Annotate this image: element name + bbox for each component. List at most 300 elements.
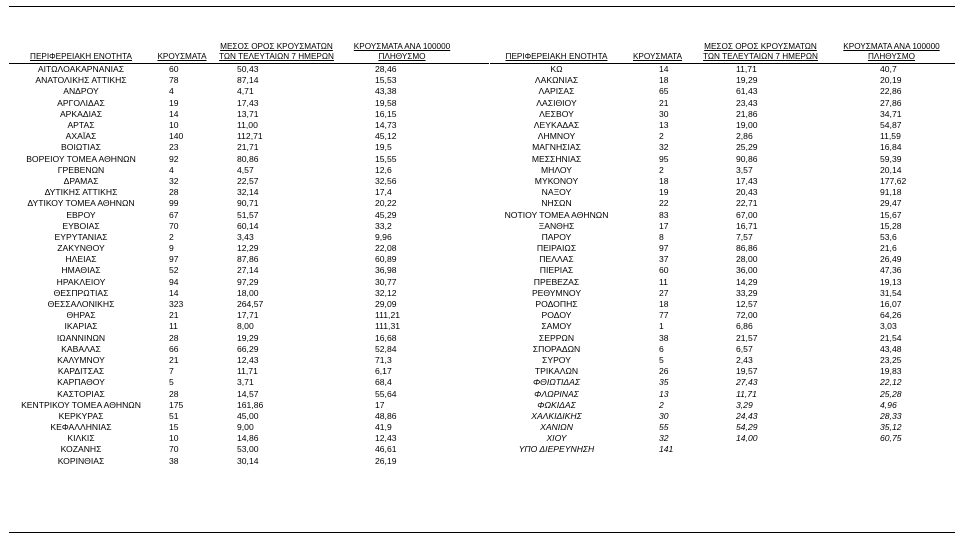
table-row (9, 310, 489, 321)
avg7-cell: 14,00 (736, 433, 758, 444)
table-row (490, 232, 955, 243)
cases-cell: 22 (659, 198, 669, 209)
region-cell: ΑΙΤΩΛΟΑΚΑΡΝΑΝΙΑΣ (37, 64, 125, 75)
cases-cell: 141 (659, 444, 674, 455)
cases-cell: 32 (169, 175, 179, 186)
per100k-cell: 60,89 (375, 254, 397, 265)
avg7-cell: 36,00 (736, 265, 758, 276)
table-row (9, 154, 489, 165)
avg7-cell: 19,57 (736, 366, 758, 377)
region-cell: ΒΟΙΩΤΙΑΣ (61, 142, 101, 153)
avg7-cell: 264,57 (237, 299, 264, 310)
cases-cell: 94 (169, 276, 179, 287)
cases-cell: 28 (169, 332, 179, 343)
region-cell: ΥΠΟ ΔΙΕΡΕΥΝΗΣΗ (518, 444, 595, 455)
avg7-cell: 11,71 (237, 366, 258, 377)
per100k-cell: 32,56 (375, 175, 397, 186)
region-cell: ΛΕΥΚΑΔΑΣ (533, 120, 580, 131)
region-cell: ΡΟΔΟΥ (541, 310, 572, 321)
region-cell: ΞΑΝΘΗΣ (538, 220, 575, 231)
table-row (490, 109, 955, 120)
region-cell: ΡΕΘΥΜΝΟΥ (531, 287, 582, 298)
cases-cell: 14 (169, 287, 179, 298)
table-row (490, 176, 955, 187)
per100k-cell: 43,38 (375, 86, 397, 97)
cases-cell: 66 (169, 343, 179, 354)
region-cell: ΗΜΑΘΙΑΣ (61, 265, 101, 276)
avg7-cell: 14,29 (736, 276, 758, 287)
region-cell: ΜΥΚΟΝΟΥ (534, 175, 579, 186)
avg7-cell: 22,71 (736, 198, 758, 209)
region-cell: ΚΕΝΤΡΙΚΟΥ ΤΟΜΕΑ ΑΘΗΝΩΝ (21, 399, 141, 410)
region-cell: ΘΕΣΣΑΛΟΝΙΚΗΣ (47, 299, 115, 310)
cases-cell: 140 (169, 131, 184, 142)
cases-cell: 18 (659, 299, 669, 310)
per100k-cell: 53,6 (880, 231, 897, 242)
avg7-cell: 22,57 (237, 175, 259, 186)
cases-cell: 175 (169, 399, 184, 410)
cases-cell: 67 (169, 209, 179, 220)
cases-cell: 19 (169, 97, 179, 108)
table-row (490, 400, 955, 411)
region-cell: ΑΧΑΪΑΣ (65, 131, 97, 142)
table-row (490, 321, 955, 332)
avg7-cell: 3,57 (736, 164, 753, 175)
per100k-cell: 30,77 (375, 276, 397, 287)
per100k-cell: 19,58 (375, 97, 397, 108)
region-cell: ΚΑΣΤΟΡΙΑΣ (57, 388, 105, 399)
table-row (490, 64, 955, 75)
cases-cell: 10 (169, 433, 179, 444)
table-row (9, 176, 489, 187)
table-row (490, 254, 955, 265)
per100k-cell: 48,86 (375, 410, 397, 421)
region-cell: ΘΗΡΑΣ (66, 310, 96, 321)
table-row (490, 344, 955, 355)
region-cell: ΕΥΒΟΙΑΣ (62, 220, 100, 231)
table-row (490, 209, 955, 220)
per100k-cell: 14,73 (375, 120, 397, 131)
avg7-cell: 161,86 (237, 399, 264, 410)
per100k-cell: 19,5 (375, 142, 392, 153)
right-table-body (490, 64, 955, 456)
per100k-cell: 64,26 (880, 310, 902, 321)
per100k-cell: 6,17 (375, 366, 392, 377)
per100k-cell: 4,96 (880, 399, 897, 410)
per100k-cell: 3,03 (880, 321, 897, 332)
cases-cell: 28 (169, 187, 179, 198)
cases-cell: 21 (169, 354, 179, 365)
per100k-cell: 22,86 (880, 86, 902, 97)
cases-cell: 18 (659, 175, 669, 186)
table-row (9, 444, 489, 455)
avg7-cell: 28,00 (736, 254, 758, 265)
cases-cell: 32 (659, 142, 669, 153)
table-row (9, 377, 489, 388)
region-cell: ΣΥΡΟΥ (542, 354, 571, 365)
cases-cell: 2 (659, 131, 664, 142)
per100k-cell: 55,64 (375, 388, 397, 399)
avg7-cell: 23,43 (736, 97, 758, 108)
table-row (9, 344, 489, 355)
cases-cell: 30 (659, 410, 669, 421)
region-cell: ΘΕΣΠΡΩΤΙΑΣ (53, 287, 109, 298)
table-row (490, 165, 955, 176)
avg7-cell: 66,29 (237, 343, 259, 354)
table-row (9, 232, 489, 243)
cases-cell: 4 (169, 164, 174, 175)
table-row (9, 366, 489, 377)
table-row (9, 333, 489, 344)
cases-cell: 77 (659, 310, 669, 321)
avg7-cell: 60,14 (237, 220, 259, 231)
region-cell: ΜΗΛΟΥ (540, 164, 573, 175)
cases-cell: 2 (659, 399, 664, 410)
region-cell: ΤΡΙΚΑΛΩΝ (534, 366, 579, 377)
table-row (9, 388, 489, 399)
avg7-cell: 19,00 (736, 120, 758, 131)
per100k-cell: 22,12 (880, 377, 902, 388)
region-cell: ΣΑΜΟΥ (541, 321, 572, 332)
table-row (9, 131, 489, 142)
cases-cell: 52 (169, 265, 179, 276)
table-row (490, 243, 955, 254)
region-cell: ΦΩΚΙΔΑΣ (537, 399, 576, 410)
region-cell: ΑΡΚΑΔΙΑΣ (59, 108, 103, 119)
region-cell: ΠΡΕΒΕΖΑΣ (533, 276, 580, 287)
table-row (9, 221, 489, 232)
region-cell: ΚΑΒΑΛΑΣ (61, 343, 101, 354)
region-cell: ΚΩ (550, 64, 563, 75)
avg7-cell: 97,29 (237, 276, 259, 287)
per100k-cell: 34,71 (880, 108, 902, 119)
avg7-cell: 14,86 (237, 433, 259, 444)
table-row (9, 422, 489, 433)
cases-cell: 13 (659, 120, 669, 131)
region-cell: ΠΕΙΡΑΙΩΣ (536, 243, 577, 254)
region-cell: ΦΛΩΡΙΝΑΣ (534, 388, 579, 399)
cases-cell: 78 (169, 75, 179, 86)
avg7-cell: 25,29 (736, 142, 758, 153)
per100k-cell: 111,31 (375, 321, 401, 332)
region-cell: ΒΟΡΕΙΟΥ ΤΟΜΕΑ ΑΘΗΝΩΝ (26, 153, 136, 164)
table-row (9, 433, 489, 444)
per100k-cell: 29,09 (375, 299, 397, 310)
region-cell: ΚΑΛΥΜΝΟΥ (57, 354, 105, 365)
cases-cell: 35 (659, 377, 669, 388)
per100k-cell: 29,47 (880, 198, 902, 209)
table-row (9, 165, 489, 176)
table-row (490, 333, 955, 344)
region-cell: ΦΘΙΩΤΙΔΑΣ (532, 377, 581, 388)
header-avg7: ΜΕΣΟΣ ΟΡΟΣ ΚΡΟΥΣΜΑΤΩΝ ΤΩΝ ΤΕΛΕΥΤΑΙΩΝ 7 ΗΜΕΡΩΝ (219, 42, 334, 61)
per100k-cell: 11,59 (880, 131, 901, 142)
cases-cell: 14 (169, 108, 179, 119)
avg7-cell: 6,86 (736, 321, 753, 332)
cases-cell: 97 (659, 243, 669, 254)
region-cell: ΔΥΤΙΚΟΥ ΤΟΜΕΑ ΑΘΗΝΩΝ (27, 198, 135, 209)
per100k-cell: 26,19 (375, 455, 397, 466)
header-region: ΠΕΡΙΦΕΡΕΙΑΚΗ ΕΝΟΤΗΤΑ (30, 52, 132, 61)
table-row (490, 265, 955, 276)
cases-cell: 17 (659, 220, 669, 231)
cases-cell: 7 (169, 366, 174, 377)
table-row (9, 209, 489, 220)
table-row (490, 422, 955, 433)
region-cell: ΚΕΡΚΥΡΑΣ (58, 410, 104, 421)
region-cell: ΧΑΝΙΩΝ (540, 422, 573, 433)
table-row (490, 411, 955, 422)
right-table (490, 27, 955, 522)
cases-cell: 60 (659, 265, 669, 276)
avg7-cell: 7,57 (736, 231, 753, 242)
header-per100k: ΚΡΟΥΣΜΑΤΑ ΑΝΑ 100000 ΠΛΗΘΥΣΜΟ (353, 42, 451, 61)
avg7-cell: 112,71 (237, 131, 263, 142)
per100k-cell: 177,62 (880, 175, 907, 186)
cases-cell: 38 (169, 455, 179, 466)
avg7-cell: 2,86 (736, 131, 753, 142)
per100k-cell: 46,61 (375, 444, 397, 455)
header-region: ΠΕΡΙΦΕΡΕΙΑΚΗ ΕΝΟΤΗΤΑ (505, 52, 608, 61)
per100k-cell: 17 (375, 399, 385, 410)
avg7-cell: 19,29 (237, 332, 259, 343)
table-row (9, 299, 489, 310)
left-table-body (9, 64, 489, 467)
cases-cell: 11 (659, 276, 668, 287)
per100k-cell: 40,7 (880, 64, 897, 75)
region-cell: ΔΡΑΜΑΣ (63, 175, 99, 186)
per100k-cell: 22,08 (375, 243, 397, 254)
avg7-cell: 11,71 (736, 64, 757, 75)
per100k-cell: 16,68 (375, 332, 397, 343)
avg7-cell: 80,86 (237, 153, 259, 164)
per100k-cell: 111,21 (375, 310, 401, 321)
region-cell: ΛΑΚΩΝΙΑΣ (534, 75, 579, 86)
table-row (490, 299, 955, 310)
region-cell: ΧΙΟΥ (546, 433, 567, 444)
avg7-cell: 4,57 (237, 164, 254, 175)
cases-cell: 323 (169, 299, 184, 310)
region-cell: ΚΟΡΙΝΘΙΑΣ (57, 455, 105, 466)
cases-cell: 9 (169, 243, 174, 254)
cases-cell: 38 (659, 332, 669, 343)
table-row (9, 321, 489, 332)
avg7-cell: 32,14 (237, 187, 259, 198)
avg7-cell: 2,43 (736, 354, 753, 365)
avg7-cell: 90,86 (736, 153, 758, 164)
avg7-cell: 14,57 (237, 388, 259, 399)
per100k-cell: 26,49 (880, 254, 902, 265)
table-row (9, 400, 489, 411)
region-cell: ΔΥΤΙΚΗΣ ΑΤΤΙΚΗΣ (44, 187, 118, 198)
right-table-header (490, 27, 955, 64)
avg7-cell: 87,86 (237, 254, 259, 265)
table-row (490, 131, 955, 142)
avg7-cell: 87,14 (237, 75, 259, 86)
table-row (490, 310, 955, 321)
avg7-cell: 17,43 (736, 175, 758, 186)
per100k-cell: 16,84 (880, 142, 902, 153)
per100k-cell: 12,43 (375, 433, 397, 444)
table-row (9, 187, 489, 198)
cases-cell: 70 (169, 444, 179, 455)
cases-cell: 5 (169, 377, 174, 388)
table-row (9, 265, 489, 276)
per100k-cell: 15,53 (375, 75, 397, 86)
cases-cell: 60 (169, 64, 179, 75)
table-row (490, 187, 955, 198)
avg7-cell: 90,71 (237, 198, 259, 209)
per100k-cell: 36,98 (375, 265, 397, 276)
per100k-cell: 21,6 (880, 243, 897, 254)
per100k-cell: 15,55 (375, 153, 397, 164)
cases-cell: 51 (169, 410, 179, 421)
avg7-cell: 24,43 (736, 410, 758, 421)
avg7-cell: 11,00 (237, 120, 258, 131)
avg7-cell: 61,43 (736, 86, 758, 97)
per100k-cell: 19,13 (880, 276, 902, 287)
region-cell: ΑΡΤΑΣ (67, 120, 95, 131)
cases-cell: 6 (659, 343, 664, 354)
left-table (9, 27, 489, 522)
cases-cell: 37 (659, 254, 669, 265)
table-row (490, 221, 955, 232)
cases-cell: 13 (659, 388, 669, 399)
avg7-cell: 54,29 (736, 422, 758, 433)
region-cell: ΑΡΓΟΛΙΔΑΣ (57, 97, 105, 108)
table-row (9, 109, 489, 120)
avg7-cell: 20,43 (736, 187, 758, 198)
region-cell: ΚΑΡΔΙΤΣΑΣ (57, 366, 105, 377)
avg7-cell: 53,00 (237, 444, 259, 455)
per100k-cell: 60,75 (880, 433, 902, 444)
cases-cell: 21 (659, 97, 669, 108)
avg7-cell: 67,00 (736, 209, 758, 220)
region-cell: ΚΙΛΚΙΣ (67, 433, 95, 444)
per100k-cell: 54,87 (880, 120, 902, 131)
region-cell: ΕΥΡΥΤΑΝΙΑΣ (54, 231, 108, 242)
cases-cell: 2 (169, 231, 174, 242)
per100k-cell: 15,28 (880, 220, 902, 231)
region-cell: ΛΑΣΙΘΙΟΥ (536, 97, 577, 108)
table-row (490, 86, 955, 97)
per100k-cell: 43,48 (880, 343, 902, 354)
avg7-cell: 11,71 (736, 388, 757, 399)
per100k-cell: 32,12 (375, 287, 397, 298)
table-row (490, 444, 955, 455)
cases-cell: 65 (659, 86, 669, 97)
table-row (9, 198, 489, 209)
cases-cell: 70 (169, 220, 179, 231)
table-row (9, 456, 489, 467)
region-cell: ΙΩΑΝΝΙΝΩΝ (56, 332, 106, 343)
avg7-cell: 86,86 (736, 243, 758, 254)
cases-cell: 10 (169, 120, 179, 131)
table-row (9, 411, 489, 422)
table-row (490, 198, 955, 209)
avg7-cell: 21,71 (237, 142, 259, 153)
per100k-cell: 41,9 (375, 422, 392, 433)
cases-cell: 1 (659, 321, 664, 332)
cases-cell: 15 (169, 422, 179, 433)
per100k-cell: 12,6 (375, 164, 392, 175)
per100k-cell: 28,33 (880, 410, 902, 421)
table-row (9, 142, 489, 153)
avg7-cell: 12,43 (237, 354, 259, 365)
per100k-cell: 31,54 (880, 287, 902, 298)
avg7-cell: 6,57 (736, 343, 753, 354)
avg7-cell: 21,86 (736, 108, 758, 119)
region-cell: ΝΗΣΩΝ (541, 198, 572, 209)
cases-cell: 8 (659, 231, 664, 242)
table-row (9, 355, 489, 366)
region-cell: ΠΑΡΟΥ (541, 231, 572, 242)
cases-cell: 18 (659, 75, 669, 86)
header-per100k: ΚΡΟΥΣΜΑΤΑ ΑΝΑ 100000 ΠΛΗΘΥΣΜΟ (843, 42, 940, 61)
avg7-cell: 50,43 (237, 64, 259, 75)
cases-cell: 11 (169, 321, 178, 332)
region-cell: ΣΕΡΡΩΝ (538, 332, 575, 343)
per100k-cell: 45,29 (375, 209, 397, 220)
per100k-cell: 16,07 (880, 299, 902, 310)
region-cell: ΜΑΓΝΗΣΙΑΣ (532, 142, 581, 153)
left-table-header (9, 27, 489, 64)
cases-cell: 83 (659, 209, 669, 220)
per100k-cell: 20,19 (880, 75, 902, 86)
top-rule (9, 6, 955, 7)
region-cell: ΑΝΔΡΟΥ (63, 86, 99, 97)
cases-cell: 28 (169, 388, 179, 399)
table-row (490, 120, 955, 131)
avg7-cell: 51,57 (237, 209, 259, 220)
cases-cell: 4 (169, 86, 174, 97)
per100k-cell: 21,54 (880, 332, 902, 343)
avg7-cell: 33,29 (736, 287, 758, 298)
per100k-cell: 16,15 (375, 108, 397, 119)
per100k-cell: 91,18 (880, 187, 902, 198)
table-row (9, 243, 489, 254)
per100k-cell: 33,2 (375, 220, 392, 231)
cases-cell: 27 (659, 287, 669, 298)
avg7-cell: 16,71 (736, 220, 758, 231)
region-cell: ΙΚΑΡΙΑΣ (64, 321, 98, 332)
region-cell: ΗΛΕΙΑΣ (65, 254, 97, 265)
region-cell: ΠΕΛΛΑΣ (539, 254, 574, 265)
region-cell: ΚΟΖΑΝΗΣ (60, 444, 102, 455)
region-cell: ΖΑΚΥΝΘΟΥ (57, 243, 105, 254)
cases-cell: 97 (169, 254, 179, 265)
table-row (490, 288, 955, 299)
per100k-cell: 35,12 (880, 422, 902, 433)
cases-cell: 95 (659, 153, 669, 164)
table-row (9, 86, 489, 97)
cases-cell: 26 (659, 366, 669, 377)
per100k-cell: 71,3 (375, 354, 392, 365)
table-row (490, 98, 955, 109)
region-cell: ΝΟΤΙΟΥ ΤΟΜΕΑ ΑΘΗΝΩΝ (504, 209, 609, 220)
per100k-cell: 23,25 (880, 354, 902, 365)
avg7-cell: 17,71 (237, 310, 259, 321)
table-row (9, 288, 489, 299)
cases-cell: 55 (659, 422, 669, 433)
header-cases: ΚΡΟΥΣΜΑΤΑ (632, 52, 683, 61)
avg7-cell: 8,00 (237, 321, 254, 332)
table-row (490, 142, 955, 153)
avg7-cell: 72,00 (736, 310, 758, 321)
avg7-cell: 21,57 (736, 332, 758, 343)
per100k-cell: 15,67 (880, 209, 902, 220)
cases-cell: 30 (659, 108, 669, 119)
